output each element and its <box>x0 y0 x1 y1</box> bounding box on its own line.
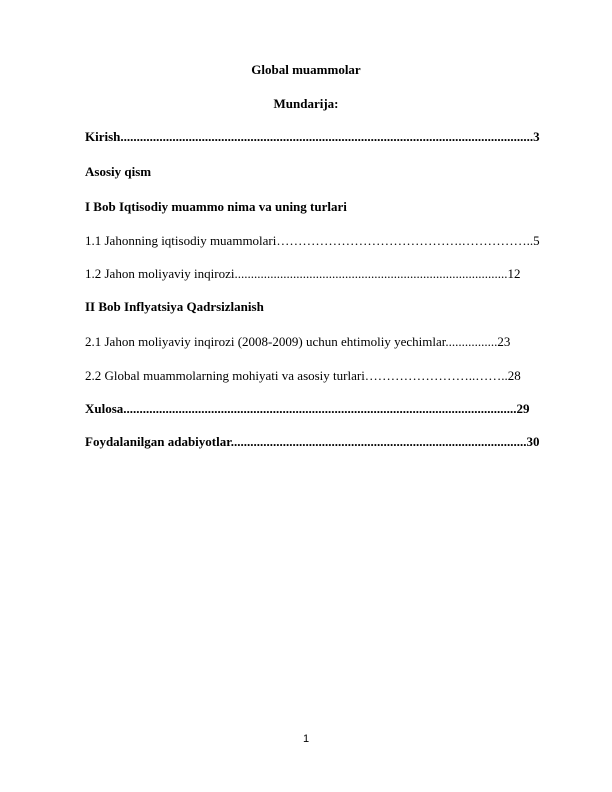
toc-entry-1-1: 1.1 Jahonning iqtisodiy muammolari…………………………………….……………..5 <box>85 233 540 248</box>
toc-entry-kirish: Kirish...............................................................................................................................3 <box>85 129 540 144</box>
toc-entry-adabiyotlar: Foydalanilgan adabiyotlar...........................................................................................30 <box>85 434 540 449</box>
toc-entry-2-2: 2.2 Global muammolarning mohiyati va asosiy turlari……………………..……..28 <box>85 368 521 383</box>
toc-entry-xulosa: Xulosa.........................................................................................................................29 <box>85 401 530 416</box>
toc-chapter-1: I Bob Iqtisodiy muammo nima va uning turlari <box>85 199 347 214</box>
toc-entry-1-2: 1.2 Jahon moliyaviy inqirozi....................................................................................12 <box>85 266 521 281</box>
toc-entry-asosiy-qism: Asosiy qism <box>85 164 152 179</box>
toc-entry-2-1: 2.1 Jahon moliyaviy inqirozi (2008-2009) uchun ehtimoliy yechimlar................23 <box>85 334 511 349</box>
document-title: Global muammolar <box>251 62 361 77</box>
toc-chapter-2: II Bob Inflyatsiya Qadrsizlanish <box>85 299 264 314</box>
toc-heading: Mundarija: <box>273 96 339 111</box>
page-number: 1 <box>302 733 310 745</box>
